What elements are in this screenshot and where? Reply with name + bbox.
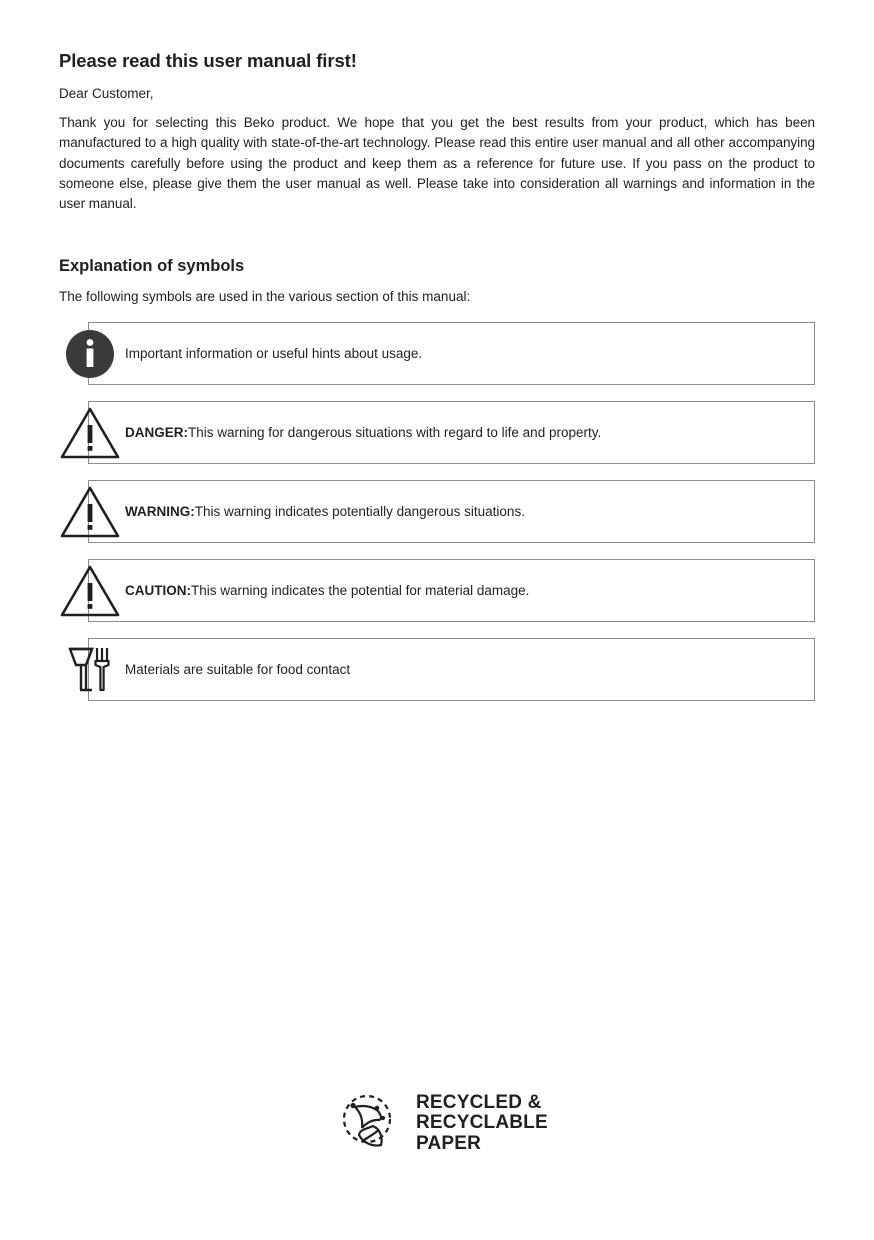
recycled-paper-logo: [333, 1086, 548, 1161]
symbol-row: [59, 638, 815, 701]
symbol-text: [125, 401, 803, 464]
symbol-row: [59, 401, 815, 464]
symbol-description: This warning indicates potentially dangerous situations.: [194, 503, 525, 519]
symbol-text: [125, 638, 803, 701]
symbols-heading: Explanation of symbols: [59, 257, 245, 276]
page-title: Please read this user manual first!: [59, 50, 357, 71]
recycled-globe-leaf-icon: [333, 1087, 407, 1161]
recycled-paper-wordmark: [416, 1093, 548, 1155]
symbol-label: WARNING:: [125, 503, 195, 519]
salutation-text: Dear Customer,: [59, 86, 154, 101]
symbol-description: Important information or useful hints about usage.: [125, 345, 423, 361]
symbol-row: [59, 322, 815, 385]
symbol-description: This warning for dangerous situations with regard to life and property.: [188, 424, 602, 440]
symbols-lead-text: The following symbols are used in the various section of this manual:: [59, 289, 471, 305]
warning-triangle-icon: [59, 401, 121, 464]
symbol-text: [125, 559, 803, 622]
food-safe-glass-fork-icon: [59, 638, 121, 701]
logo-line-2: RECYCLABLE: [416, 1112, 548, 1134]
warning-triangle-icon: [59, 480, 121, 543]
warning-triangle-icon: [59, 559, 121, 622]
symbol-text: [125, 322, 803, 385]
intro-paragraph: Thank you for selecting this Beko product. We hope that you get the best results from your product, which has been manufactured to a high quality with state-of-the-art technology. Please read this entire user manual and all other accompanying documents carefully before using the product and keep them as a reference for future use. If you pass on the product to someone else, please give them the user manual as well. Please take into consideration all warnings and information in the user manual.: [59, 115, 815, 212]
symbol-text: [125, 480, 803, 543]
symbol-description: Materials are suitable for food contact: [125, 661, 351, 677]
symbol-row: [59, 559, 815, 622]
symbol-row: [59, 480, 815, 543]
logo-line-1: RECYCLED &: [416, 1091, 542, 1113]
logo-line-3: PAPER: [416, 1132, 482, 1154]
symbol-description: This warning indicates the potential for material damage.: [191, 582, 530, 598]
symbol-label: DANGER:: [125, 424, 188, 440]
symbol-label: CAUTION:: [125, 582, 191, 598]
page-content: [59, 50, 815, 717]
info-circle-icon: [59, 322, 121, 385]
